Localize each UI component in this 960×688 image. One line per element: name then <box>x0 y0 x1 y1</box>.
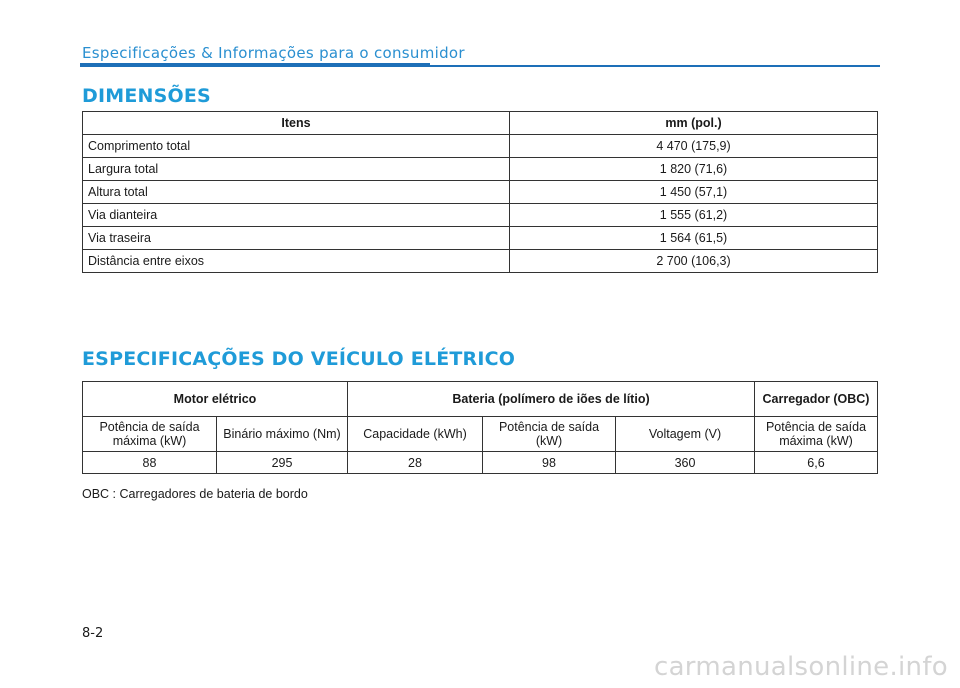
value-cell: 88 <box>83 452 217 474</box>
table-row <box>83 227 878 250</box>
item-cell: Largura total <box>83 158 510 181</box>
obc-note: OBC : Carregadores de bateria de bordo <box>82 487 308 501</box>
value-cell: 295 <box>217 452 348 474</box>
table-row <box>83 452 878 474</box>
value-cell: 28 <box>348 452 483 474</box>
dimensions-title: DIMENSÕES <box>82 85 211 107</box>
subheader-cell: Voltagem (V) <box>616 417 755 452</box>
page-number: 8-2 <box>82 626 104 641</box>
table-row <box>83 204 878 227</box>
value-cell: 1 450 (57,1) <box>510 181 878 204</box>
group-header: Carregador (OBC) <box>755 382 878 417</box>
item-cell: Comprimento total <box>83 135 510 158</box>
subheader-cell: Capacidade (kWh) <box>348 417 483 452</box>
value-cell: 1 820 (71,6) <box>510 158 878 181</box>
item-cell: Via traseira <box>83 227 510 250</box>
value-cell: 360 <box>616 452 755 474</box>
value-cell: 4 470 (175,9) <box>510 135 878 158</box>
item-cell: Via dianteira <box>83 204 510 227</box>
value-cell: 1 555 (61,2) <box>510 204 878 227</box>
ev-specs-title: ESPECIFICAÇÕES DO VEÍCULO ELÉTRICO <box>82 348 516 370</box>
table-row <box>83 158 878 181</box>
subheader-cell: Potência de saída (kW) <box>483 417 616 452</box>
value-cell: 6,6 <box>755 452 878 474</box>
item-cell: Altura total <box>83 181 510 204</box>
group-header: Motor elétrico <box>83 382 348 417</box>
table-row <box>83 250 878 273</box>
subheader-cell: Potência de saída máxima (kW) <box>755 417 878 452</box>
table-row <box>83 135 878 158</box>
subheader-cell: Potência de saída máxima (kW) <box>83 417 217 452</box>
ev-specs-table <box>82 381 878 474</box>
column-header: mm (pol.) <box>510 112 878 135</box>
item-cell: Distância entre eixos <box>83 250 510 273</box>
header-title: Especificações & Informações para o consumidor <box>82 44 465 62</box>
header-bar <box>80 63 430 67</box>
group-header: Bateria (polímero de iões de lítio) <box>348 382 755 417</box>
watermark: carmanualsonline.info <box>653 652 948 682</box>
column-header: Itens <box>83 112 510 135</box>
table-row <box>83 181 878 204</box>
value-cell: 98 <box>483 452 616 474</box>
value-cell: 2 700 (106,3) <box>510 250 878 273</box>
dimensions-table <box>82 111 878 273</box>
value-cell: 1 564 (61,5) <box>510 227 878 250</box>
header-rule <box>430 65 880 67</box>
subheader-cell: Binário máximo (Nm) <box>217 417 348 452</box>
